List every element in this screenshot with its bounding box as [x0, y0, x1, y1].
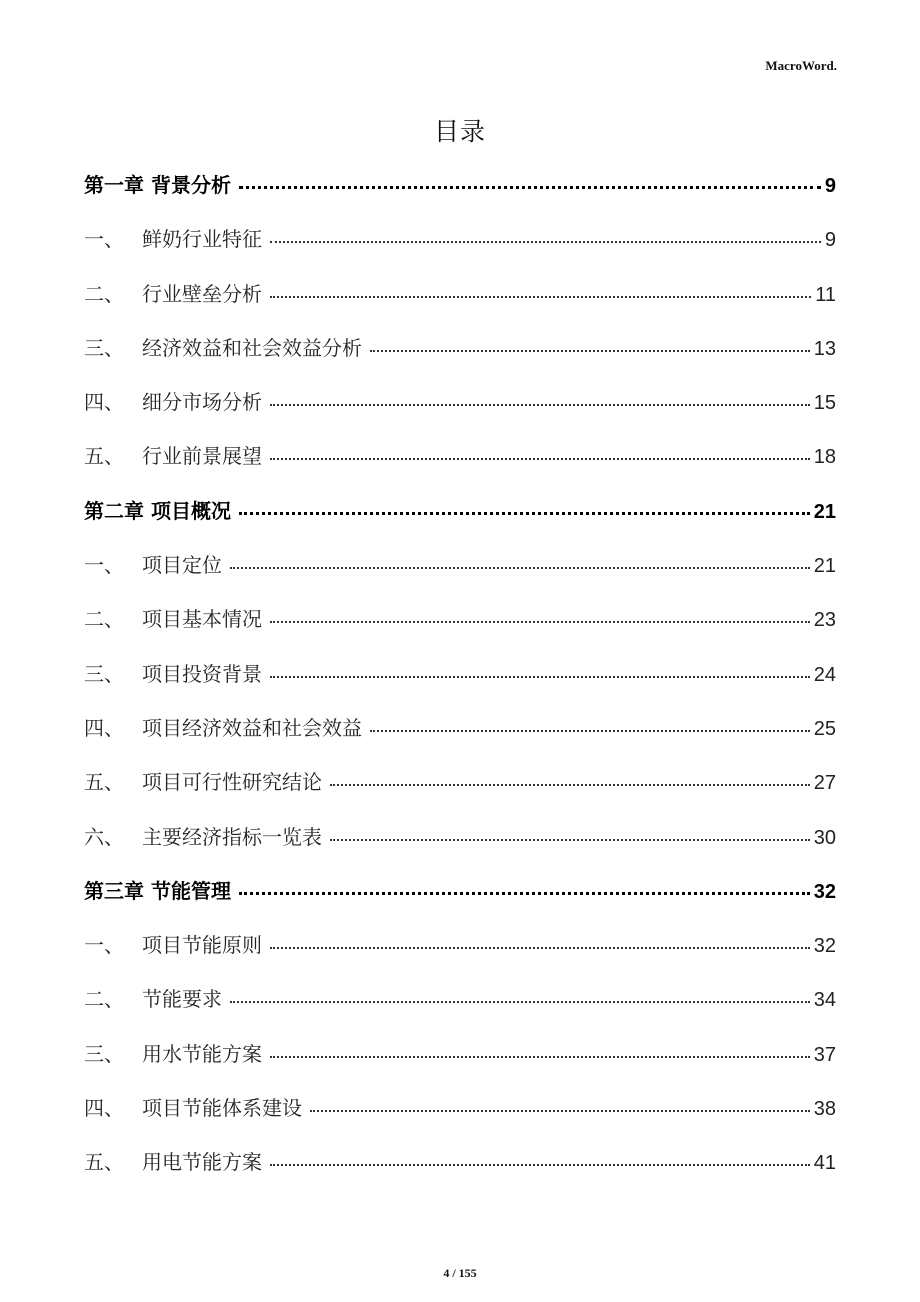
- toc-dot-leader: [270, 674, 810, 678]
- toc-dot-leader: [270, 239, 821, 243]
- toc-entry-number: 五、: [84, 770, 124, 795]
- toc-dot-leader: [270, 1054, 810, 1058]
- toc-entry-number: 一、: [84, 933, 124, 958]
- toc-entry-number: 第一章: [84, 173, 144, 197]
- toc-entry-title: 节能要求: [142, 987, 222, 1012]
- toc-dot-leader: [270, 1162, 810, 1166]
- toc-entry-title: 项目定位: [142, 553, 222, 578]
- toc-entry-page: 34: [813, 989, 836, 1012]
- toc-entry-number: 五、: [84, 444, 124, 469]
- toc-entry-title: 项目节能体系建设: [142, 1096, 302, 1121]
- toc-entry-title: 用水节能方案: [142, 1041, 262, 1066]
- toc-section-entry[interactable]: [84, 701, 836, 755]
- toc-chapter-entry[interactable]: [84, 864, 836, 918]
- toc-entry-number: 第二章: [84, 498, 144, 523]
- toc-dot-leader: [270, 945, 810, 949]
- toc-dot-leader: [310, 1108, 810, 1112]
- toc-section-entry[interactable]: [84, 755, 836, 809]
- toc-dot-leader: [239, 510, 810, 515]
- toc-list: [84, 158, 836, 1190]
- toc-section-entry[interactable]: [84, 810, 836, 864]
- toc-entry-page: 41: [813, 1152, 836, 1175]
- toc-entry-number: 第三章: [84, 878, 144, 903]
- header-brand: MacroWord.: [765, 58, 837, 73]
- toc-dot-leader: [270, 456, 810, 460]
- toc-entry-number: 二、: [84, 281, 124, 306]
- toc-entry-page: 9: [824, 229, 836, 252]
- toc-entry-page: 32: [813, 880, 836, 903]
- toc-entry-title: 行业壁垒分析: [142, 281, 262, 306]
- toc-entry-page: 24: [813, 663, 836, 686]
- toc-entry-number: 二、: [84, 607, 124, 632]
- toc-entry-title: 鲜奶行业特征: [142, 227, 262, 252]
- toc-entry-title: 项目可行性研究结论: [142, 770, 322, 795]
- toc-entry-title: 项目节能原则: [142, 933, 262, 958]
- toc-entry-page: 23: [813, 609, 836, 632]
- toc-dot-leader: [270, 402, 810, 406]
- toc-entry-page: 30: [813, 826, 836, 849]
- toc-entry-number: 二、: [84, 987, 124, 1012]
- toc-section-entry[interactable]: [84, 1135, 836, 1189]
- toc-dot-leader: [230, 565, 810, 569]
- toc-entry-title: 用电节能方案: [142, 1150, 262, 1175]
- toc-dot-leader: [239, 184, 821, 189]
- toc-entry-page: 21: [813, 555, 836, 578]
- toc-section-entry[interactable]: [84, 267, 836, 321]
- toc-dot-leader: [330, 782, 810, 786]
- toc-entry-page: 13: [813, 337, 836, 360]
- toc-section-entry[interactable]: [84, 1027, 836, 1081]
- toc-entry-page: 27: [813, 772, 836, 795]
- toc-dot-leader: [330, 837, 810, 841]
- toc-entry-page: 32: [813, 935, 836, 958]
- toc-entry-page: 11: [815, 283, 836, 306]
- toc-entry-number: 六、: [84, 824, 124, 849]
- toc-dot-leader: [370, 728, 810, 732]
- toc-entry-page: 15: [813, 392, 836, 415]
- toc-entry-title: 项目概况: [151, 498, 231, 523]
- toc-section-entry[interactable]: [84, 647, 836, 701]
- toc-entry-number: 三、: [84, 661, 124, 686]
- toc-dot-leader: [370, 348, 810, 352]
- toc-chapter-entry[interactable]: [84, 484, 836, 538]
- toc-chapter-entry[interactable]: [84, 158, 836, 212]
- toc-dot-leader: [230, 999, 810, 1003]
- toc-section-entry[interactable]: [84, 429, 836, 483]
- toc-entry-number: 四、: [84, 715, 124, 740]
- toc-entry-title: 节能管理: [151, 878, 231, 903]
- toc-dot-leader: [270, 619, 810, 623]
- toc-entry-title: 项目经济效益和社会效益: [142, 715, 362, 740]
- toc-entry-number: 三、: [84, 335, 124, 360]
- toc-entry-page: 18: [813, 446, 836, 469]
- page-indicator: 4 / 155: [443, 1266, 477, 1280]
- toc-entry-title: 细分市场分析: [142, 390, 262, 415]
- toc-entry-title: 背景分析: [151, 173, 231, 197]
- toc-entry-page: 21: [813, 500, 836, 523]
- toc-dot-leader: [270, 294, 811, 298]
- toc-dot-leader: [239, 890, 810, 895]
- toc-section-entry[interactable]: [84, 321, 836, 375]
- toc-entry-number: 一、: [84, 553, 124, 578]
- toc-section-entry[interactable]: [84, 538, 836, 592]
- toc-entry-number: 四、: [84, 390, 124, 415]
- toc-entry-title: 主要经济指标一览表: [142, 824, 322, 849]
- toc-title: 目录: [433, 117, 486, 146]
- toc-entry-number: 三、: [84, 1041, 124, 1066]
- toc-entry-number: 五、: [84, 1150, 124, 1175]
- toc-section-entry[interactable]: [84, 212, 836, 266]
- toc-entry-number: 四、: [84, 1096, 124, 1121]
- toc-section-entry[interactable]: [84, 1081, 836, 1135]
- toc-entry-title: 行业前景展望: [142, 444, 262, 469]
- toc-entry-page: 38: [813, 1098, 836, 1121]
- toc-entry-title: 项目投资背景: [142, 661, 262, 686]
- toc-section-entry[interactable]: [84, 375, 836, 429]
- toc-section-entry[interactable]: [84, 592, 836, 646]
- toc-entry-title: 经济效益和社会效益分析: [142, 335, 362, 360]
- toc-entry-page: 9: [824, 175, 836, 197]
- toc-entry-number: 一、: [84, 227, 124, 252]
- toc-section-entry[interactable]: [84, 972, 836, 1026]
- toc-entry-page: 37: [813, 1043, 836, 1066]
- toc-entry-page: 25: [813, 717, 836, 740]
- toc-section-entry[interactable]: [84, 918, 836, 972]
- toc-entry-title: 项目基本情况: [142, 607, 262, 632]
